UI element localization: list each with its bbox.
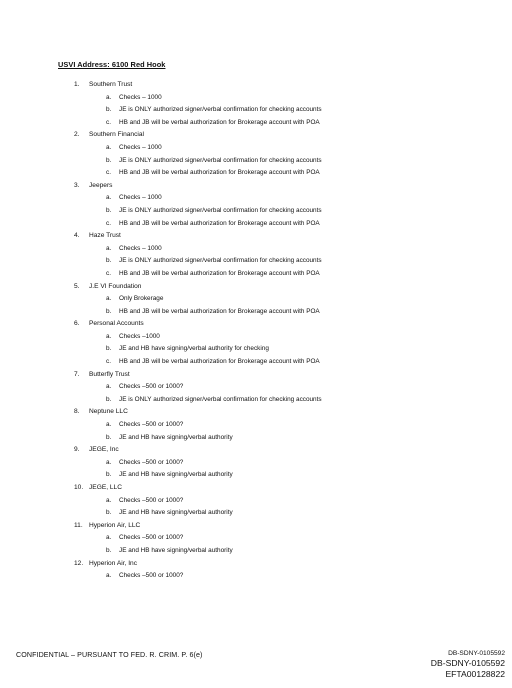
item-number: 8. <box>74 408 80 416</box>
list-item <box>0 369 512 382</box>
item-number: 9. <box>74 446 80 454</box>
sub-item <box>0 104 512 117</box>
sub-item-text: Checks – 1000 <box>119 93 162 101</box>
sub-item <box>0 381 512 394</box>
item-number: 10. <box>74 484 84 491</box>
list-item <box>0 129 512 142</box>
sub-item <box>0 331 512 344</box>
sub-item-text: Checks –500 or 1000? <box>119 383 184 391</box>
sub-item-text: JE and HB have signing/verbal authority <box>119 509 233 517</box>
sub-item <box>0 293 512 306</box>
sub-item-text: HB and JB will be verbal authorization for Brokerage account with POA <box>119 307 320 315</box>
sub-item-letter: b. <box>106 257 112 265</box>
sub-item-letter: c. <box>106 219 111 227</box>
item-number: 6. <box>74 320 80 328</box>
sub-item-text: HB and JB will be verbal authorization for Brokerage account with POA <box>119 269 320 277</box>
document-heading: USVI Address: 6100 Red Hook <box>58 60 166 69</box>
sub-item-text: JE is ONLY authorized signer/verbal confirmation for checking accounts <box>119 395 322 403</box>
sub-item-text: Checks –500 or 1000? <box>119 458 184 466</box>
sub-item-letter: a. <box>106 383 112 391</box>
item-label: JEGE, Inc <box>89 446 119 454</box>
sub-item <box>0 495 512 508</box>
item-label: JEGE, LLC <box>89 484 122 491</box>
account-list <box>0 79 512 583</box>
bates-number-small: DB-SDNY-0105592 <box>448 650 505 657</box>
sub-item-text: HB and JB will be verbal authorization for Brokerage account with POA <box>119 118 320 126</box>
sub-item <box>0 306 512 319</box>
sub-item-letter: a. <box>106 458 112 466</box>
list-item <box>0 281 512 294</box>
sub-item-text: HB and JB will be verbal authorization for Brokerage account with POA <box>119 219 320 227</box>
sub-item <box>0 469 512 482</box>
list-item <box>0 482 512 495</box>
sub-item-text: JE and HB have signing/verbal authority <box>119 546 233 554</box>
sub-item <box>0 507 512 520</box>
sub-item-text: Checks –1000 <box>119 332 160 340</box>
sub-item <box>0 243 512 256</box>
sub-item <box>0 457 512 470</box>
sub-item-letter: b. <box>106 546 112 554</box>
item-label: Southern Trust <box>89 81 133 88</box>
sub-item-text: JE is ONLY authorized signer/verbal confirmation for checking accounts <box>119 206 322 214</box>
sub-item-text: Checks – 1000 <box>119 244 162 252</box>
sub-item-letter: c. <box>106 269 111 277</box>
sub-item <box>0 432 512 445</box>
sub-item <box>0 192 512 205</box>
sub-item-letter: a. <box>106 572 112 580</box>
sub-item-text: Only Brokerage <box>119 295 164 303</box>
list-item <box>0 520 512 533</box>
sub-item <box>0 167 512 180</box>
list-item <box>0 79 512 92</box>
item-label: Hyperion Air, Inc <box>89 559 138 567</box>
sub-item-letter: a. <box>106 534 112 542</box>
sub-item-letter: b. <box>106 433 112 441</box>
item-label: Neptune LLC <box>89 408 128 416</box>
sub-item-letter: a. <box>106 332 112 340</box>
item-label: Southern Financial <box>89 131 144 139</box>
list-item <box>0 558 512 571</box>
bates-stamp <box>431 650 505 680</box>
sub-item-text: JE is ONLY authorized signer/verbal confirmation for checking accounts <box>119 156 322 164</box>
item-label: Hyperion Air, LLC <box>89 521 141 529</box>
list-item <box>0 406 512 419</box>
sub-item-letter: a. <box>106 244 112 252</box>
sub-item-letter: c. <box>106 118 111 126</box>
item-number: 7. <box>74 370 80 378</box>
sub-item-letter: b. <box>106 395 112 403</box>
item-number: 3. <box>74 181 80 189</box>
list-item <box>0 230 512 243</box>
sub-item-text: HB and JB will be verbal authorization for Brokerage account with POA <box>119 358 320 366</box>
sub-item-letter: a. <box>106 93 112 101</box>
sub-item <box>0 343 512 356</box>
sub-item-text: JE and HB have signing/verbal authority <box>119 433 233 441</box>
sub-item-text: Checks –500 or 1000? <box>119 496 184 504</box>
item-label: J.E VI Foundation <box>89 282 142 290</box>
item-label: Jeepers <box>89 181 113 189</box>
sub-item-text: JE and HB have signing/verbal authority <box>119 471 233 479</box>
item-label: Haze Trust <box>89 232 121 240</box>
sub-item-letter: a. <box>106 194 112 202</box>
sub-item <box>0 218 512 231</box>
item-number: 12. <box>74 559 84 567</box>
sub-item <box>0 255 512 268</box>
sub-item-text: Checks –500 or 1000? <box>119 572 184 580</box>
sub-item <box>0 268 512 281</box>
sub-item <box>0 205 512 218</box>
sub-item-text: JE is ONLY authorized signer/verbal confirmation for checking accounts <box>119 106 322 114</box>
item-number: 1. <box>74 81 80 88</box>
sub-item-letter: b. <box>106 345 112 353</box>
sub-item-text: Checks – 1000 <box>119 143 162 151</box>
item-number: 4. <box>74 232 80 240</box>
sub-item <box>0 155 512 168</box>
sub-item-letter: b. <box>106 156 112 164</box>
sub-item <box>0 532 512 545</box>
sub-item-text: JE and HB have signing/verbal authority for checking <box>119 345 269 353</box>
item-label: Butterfly Trust <box>89 370 130 378</box>
sub-item-text: Checks –500 or 1000? <box>119 534 184 542</box>
sub-item <box>0 117 512 130</box>
efta-number: EFTA00128822 <box>445 669 505 679</box>
sub-item-text: Checks –500 or 1000? <box>119 421 184 429</box>
sub-item-letter: a. <box>106 496 112 504</box>
sub-item-letter: b. <box>106 206 112 214</box>
sub-item <box>0 419 512 432</box>
sub-item <box>0 570 512 583</box>
sub-item <box>0 394 512 407</box>
sub-item-letter: c. <box>106 358 111 366</box>
item-number: 2. <box>74 131 80 139</box>
item-number: 11. <box>74 521 83 529</box>
sub-item <box>0 356 512 369</box>
list-item <box>0 180 512 193</box>
sub-item-letter: b. <box>106 509 112 517</box>
sub-item-letter: a. <box>106 143 112 151</box>
sub-item-letter: b. <box>106 307 112 315</box>
bates-number: DB-SDNY-0105592 <box>430 658 505 668</box>
list-item <box>0 444 512 457</box>
sub-item <box>0 142 512 155</box>
item-number: 5. <box>74 282 80 290</box>
list-item <box>0 318 512 331</box>
sub-item-letter: b. <box>106 106 112 114</box>
sub-item-letter: c. <box>106 169 111 177</box>
sub-item-letter: a. <box>106 421 112 429</box>
confidential-notice: CONFIDENTIAL – PURSUANT TO FED. R. CRIM. P. 6(e) <box>16 651 203 659</box>
sub-item <box>0 92 512 105</box>
sub-item-letter: b. <box>106 471 112 479</box>
item-label: Personal Accounts <box>89 320 144 328</box>
sub-item <box>0 545 512 558</box>
sub-item-text: HB and JB will be verbal authorization for Brokerage account with POA <box>119 169 320 177</box>
sub-item-text: JE is ONLY authorized signer/verbal confirmation for checking accounts <box>119 257 322 265</box>
sub-item-text: Checks – 1000 <box>119 194 162 202</box>
sub-item-letter: a. <box>106 295 112 303</box>
